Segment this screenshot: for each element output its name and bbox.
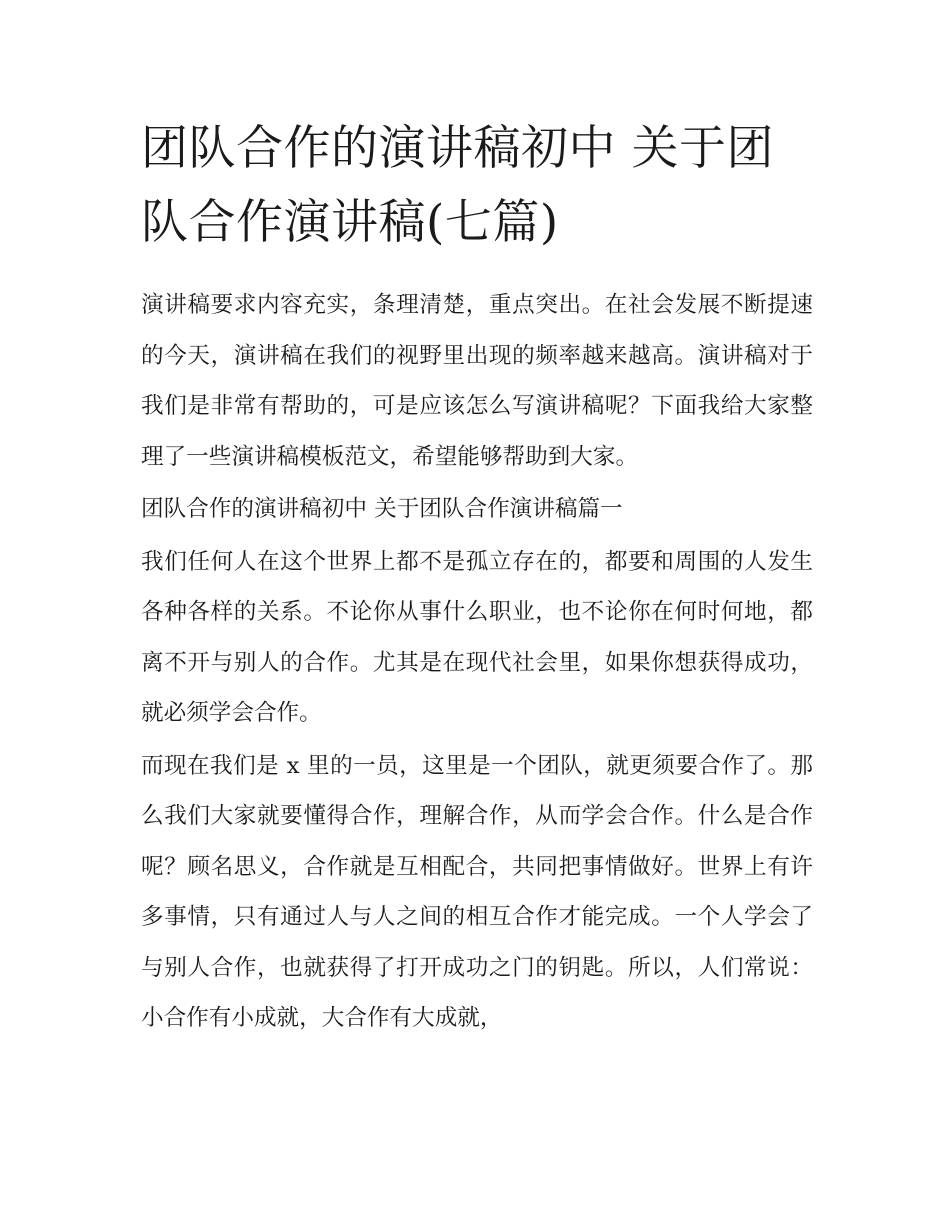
section-heading: 团队合作的演讲稿初中 关于团队合作演讲稿篇一 (141, 496, 623, 522)
document-page (141, 112, 813, 1044)
document-title: 团队合作的演讲稿初中 关于团队合作演讲稿(七篇) (141, 121, 774, 250)
intro-paragraph: 演讲稿要求内容充实，条理清楚，重点突出。在社会发展不断提速的今天，演讲稿在我们的视野里出现的频率越来越高。演讲稿对于我们是非常有帮助的，可是应该怎么写演讲稿呢？下面我给大家整理了一些演讲稿模板范文，希望能够帮助到大家。 (141, 292, 813, 470)
body-paragraph-2: 而现在我们是 x 里的一员，这里是一个团队，就更须要合作了。那么我们大家就要懂得合作，理解合作，从而学会合作。什么是合作呢？顾名思义，合作就是互相配合，共同把事情做好。世界上有许多事情，只有通过人与人之间的相互合作才能完成。一个人学会了与别人合作，也就获得了打开成功之门的钥匙。所以，人们常说：小合作有小成就，大合作有大成就， (141, 752, 813, 1031)
body-paragraph-1: 我们任何人在这个世界上都不是孤立存在的，都要和周围的人发生各种各样的关系。不论你从事什么职业，也不论你在何时何地，都离不开与别人的合作。尤其是在现代社会里，如果你想获得成功，就必须学会合作。 (141, 548, 813, 726)
